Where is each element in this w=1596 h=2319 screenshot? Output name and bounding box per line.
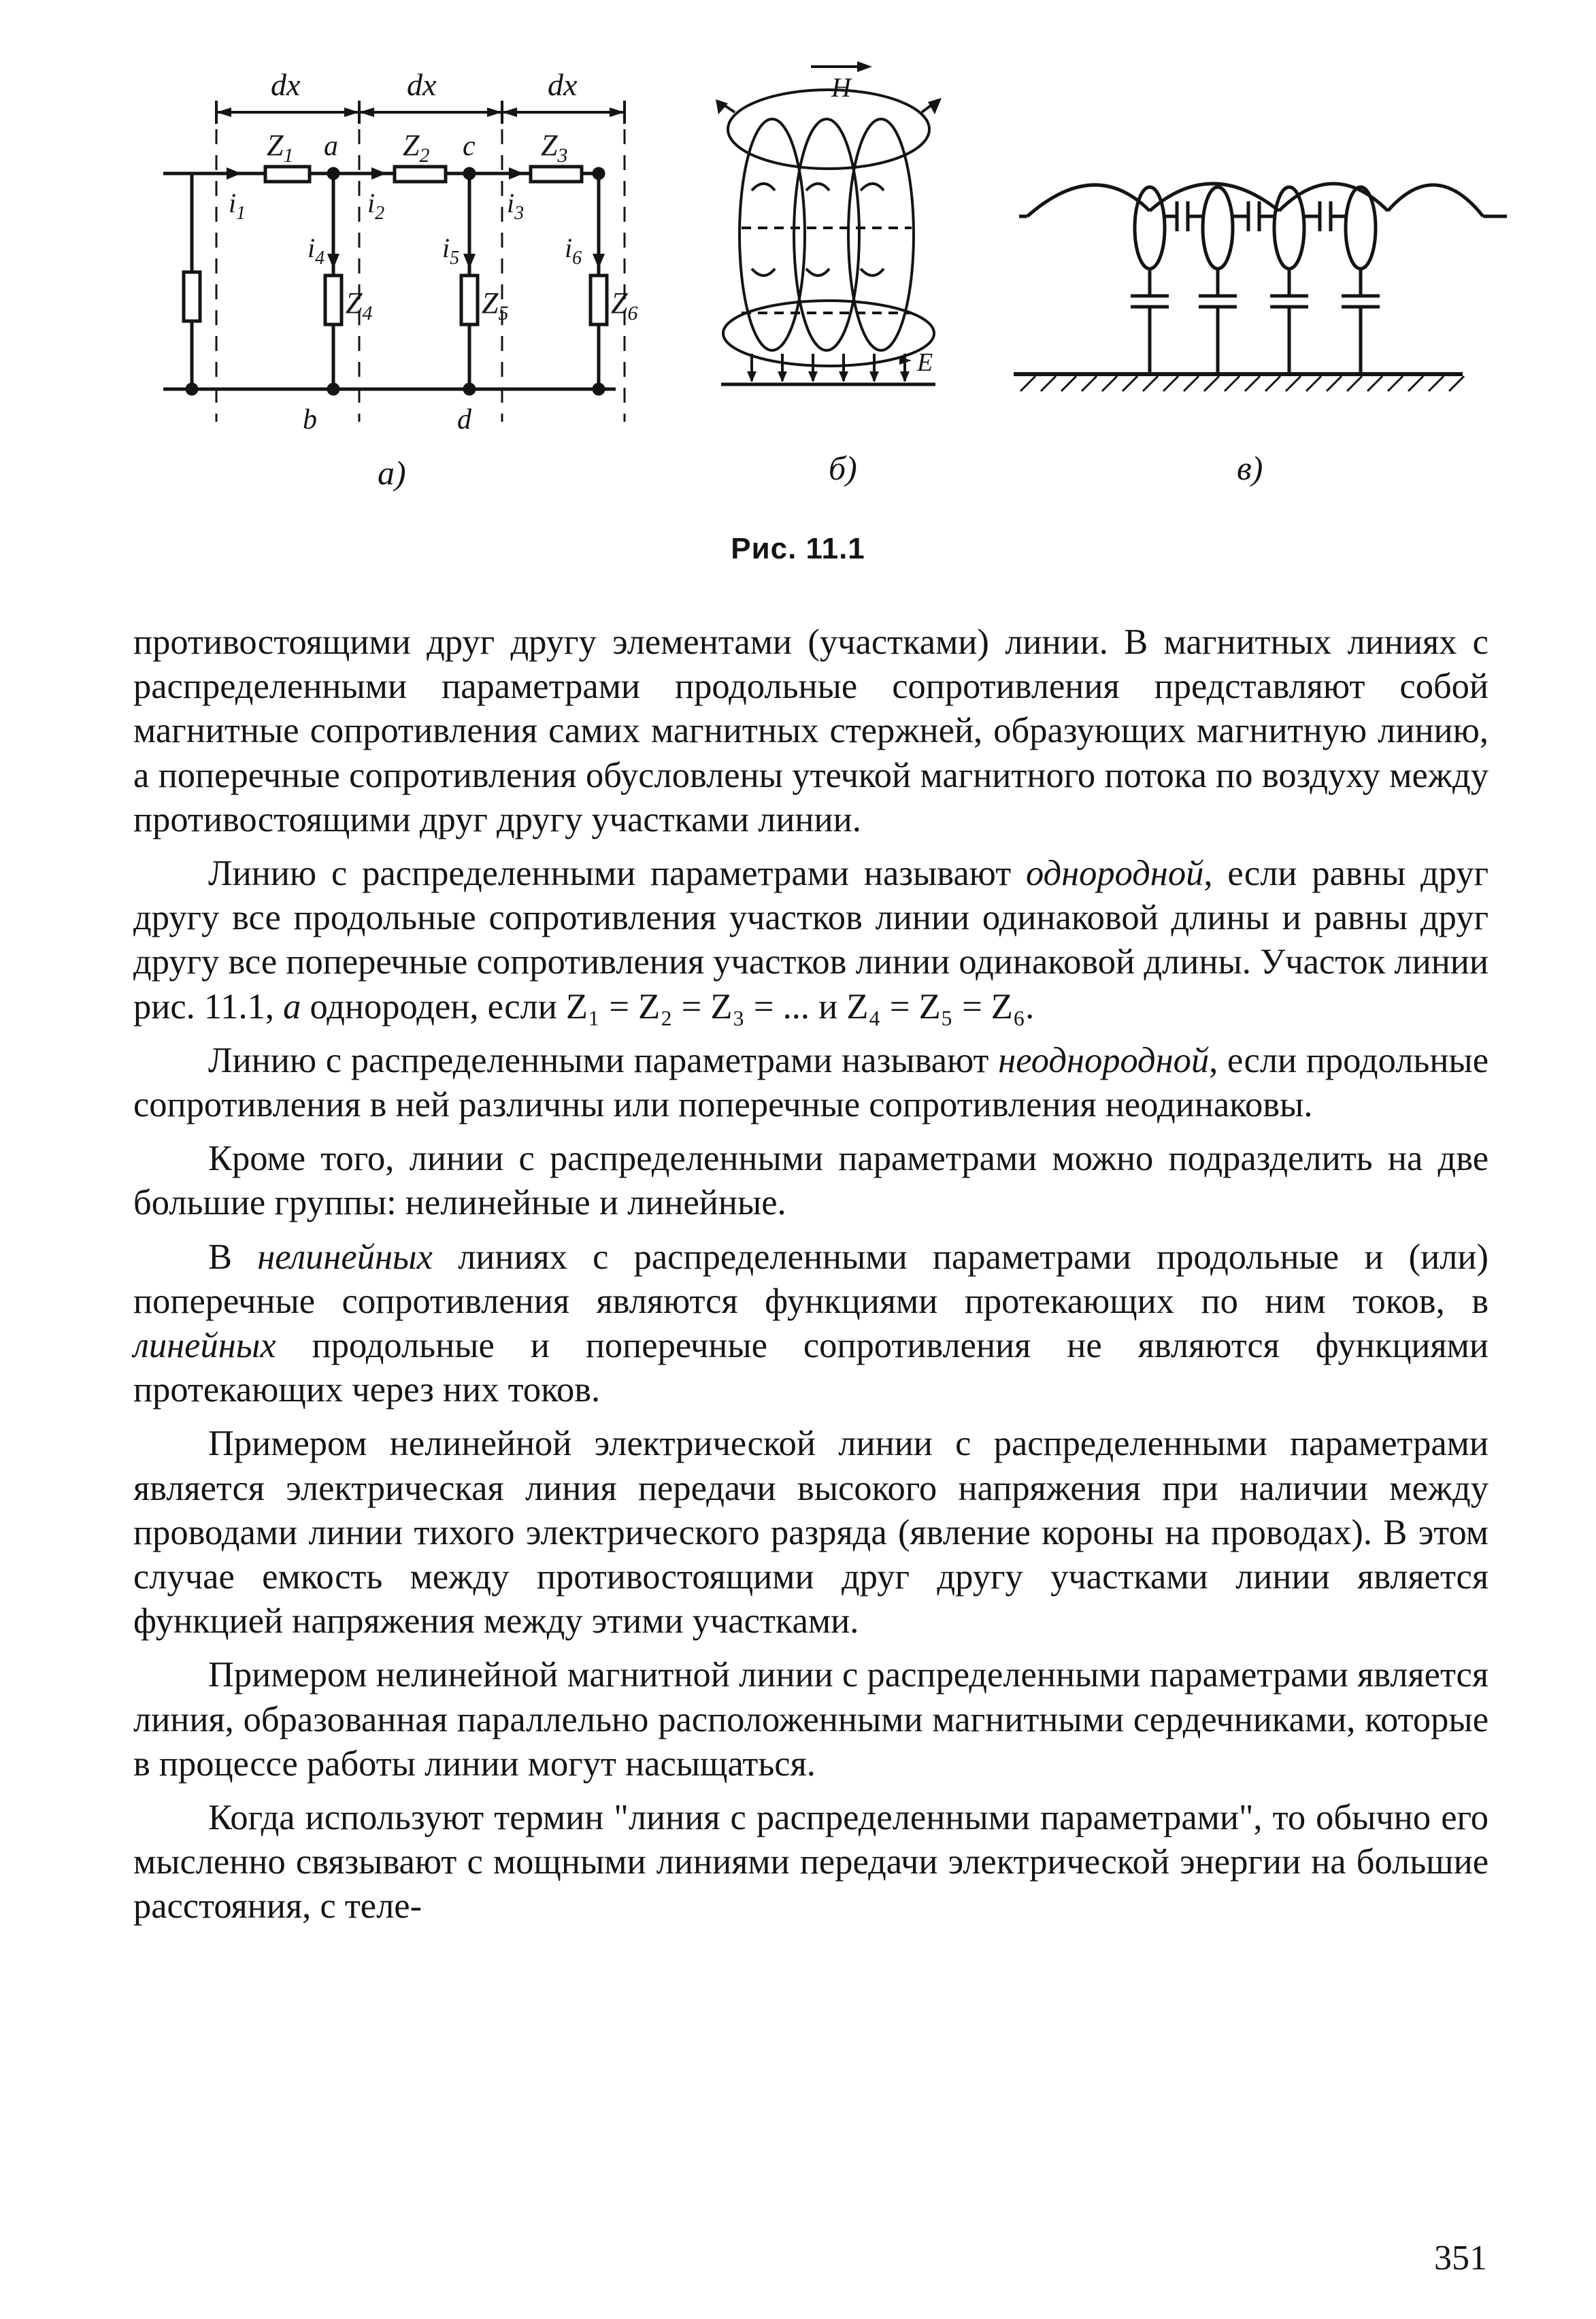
term-linear: линейных (133, 1326, 276, 1366)
paragraph-5 (133, 1235, 1489, 1413)
term-inhomogeneous: неоднородной (998, 1040, 1210, 1080)
paragraph-4: Кроме того, линии с распределенными параметрами можно подразделить на две большие группы: нелинейные и линейные. (133, 1139, 1489, 1223)
paragraph-3-text-b: , если продольные сопротивления в ней различны или поперечные сопротивления неодинаковы. (133, 1040, 1489, 1125)
term-homogeneous: однородной (1026, 854, 1204, 894)
panel-b-caption: б) (829, 449, 857, 487)
figure-11-1 (0, 0, 1596, 599)
e-field-label: E (917, 348, 933, 377)
z1-label: $Z_1$ (267, 129, 294, 167)
z6-label: $Z_6$ (611, 286, 638, 324)
node-b-label: b (303, 404, 317, 435)
paragraph-6: Примером нелинейной электрической линии с распределенными параметрами является электрическая линия передачи высокого напряжения при наличии между проводами линии тихого электрического разряда (явление короны на проводах). В этом случае емкость между противостоящими друг другу участками линии является функцией напряжения между этими участками. (133, 1424, 1489, 1641)
paragraph-2-text-c: однороден, если Z₁ = Z₂ = Z₃ = ... и Z₄ = Z₅ = Z₆. (301, 986, 1035, 1027)
z4-label: $Z_4$ (346, 286, 373, 324)
paragraph-2-text-b: , если равны друг другу все продольные сопротивления участков линии одинаковой длины и равны друг другу все поперечные сопротивления участков линии одинаковой длины. Участок линии рис. 11.1, (133, 854, 1489, 1027)
paragraph-3-text-a: Линию с распределенными параметрами называют (208, 1040, 999, 1080)
paragraph-1: противостоящими друг другу элементами (участками) линии. В магнитных линиях с распределенными параметрами продольные сопротивления представляют собой магнитные сопротивления самих магнитных стержней, образующих магнитную линию, а поперечные сопротивления обусловлены утечкой магнитного потока по воздуху между противостоящими друг другу участками линии. (133, 622, 1489, 839)
figure-drawing (0, 0, 1596, 599)
i2-label: $i_2$ (367, 188, 385, 224)
figure-ref-a: а (283, 986, 301, 1027)
term-nonlinear: нелинейных (257, 1237, 433, 1277)
node-d-label: d (457, 404, 471, 435)
i3-label: $i_3$ (507, 188, 525, 224)
panel-b-field-lines (716, 61, 942, 384)
paragraph-2-text-a: Линию с распределенными параметрами называют (208, 854, 1027, 894)
paragraph-3 (133, 1039, 1489, 1127)
figure-caption: Рис. 11.1 (731, 532, 865, 565)
h-field-label: H (831, 72, 851, 103)
node-a-label: a (324, 131, 338, 162)
body-text (133, 620, 1489, 1929)
i5-label: $i_5$ (442, 233, 460, 269)
z3-label: $Z_3$ (541, 129, 568, 167)
panel-c-caption: в) (1237, 449, 1263, 487)
paragraph-8: Когда используют термин "линия с распределенными параметрами", то обычно его мысленно связывают с мощными линиями передачи электрической энергии на большие расстояния, с теле- (133, 1798, 1489, 1926)
panel-c-capacitive-line (1014, 184, 1507, 391)
z5-label: $Z_5$ (482, 286, 509, 324)
paragraph-5-text-b: линиях с распределенными параметрами продольные и (или) поперечные сопротивления являются функциями протекающих по ним токов, в (133, 1237, 1489, 1321)
paragraph-5-text-a: В (208, 1237, 258, 1277)
node-c-label: c (463, 131, 476, 162)
i4-label: $i_4$ (307, 233, 325, 269)
z2-label: $Z_2$ (403, 129, 430, 167)
panel-a-caption: а) (378, 454, 406, 492)
paragraph-2 (133, 852, 1489, 1029)
paragraph-5-text-c: продольные и поперечные сопротивления не являются функциями протекающих через них токов. (133, 1326, 1489, 1410)
dx-label-3: dx (548, 67, 578, 102)
dx-label-1: dx (271, 67, 301, 102)
i1-label: $i_1$ (229, 188, 246, 224)
paragraph-7: Примером нелинейной магнитной линии с распределенными параметрами является линия, образованная параллельно расположенными магнитными сердечниками, которые в процессе работы линии могут насыщаться. (133, 1655, 1489, 1784)
page-number: 351 (1434, 2239, 1487, 2278)
dx-label-2: dx (407, 67, 437, 102)
i6-label: $i_6$ (565, 233, 582, 269)
